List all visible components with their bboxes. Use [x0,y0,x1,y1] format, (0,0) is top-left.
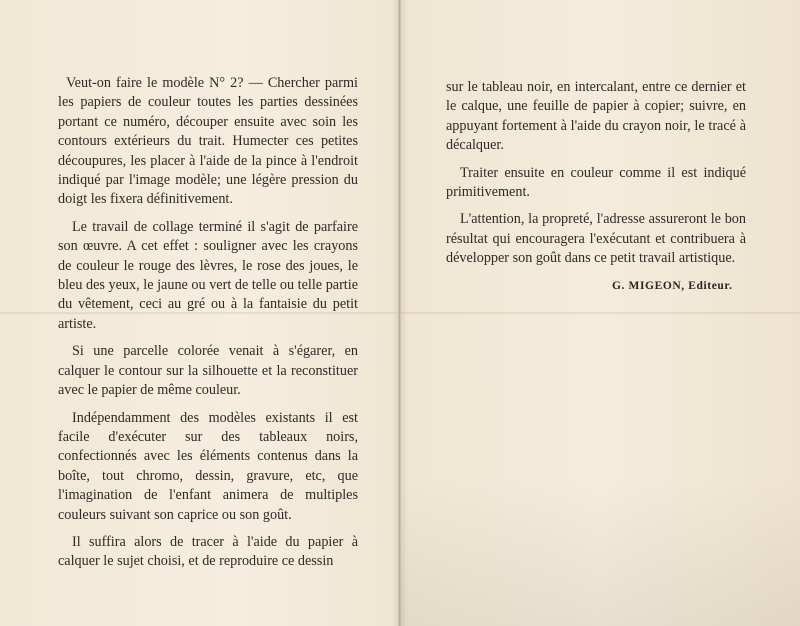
paragraph-conclusion: L'attention, la propreté, l'adresse assureront le bon résultat qui encouragera l'exécutant et contribuera à développer son goût dans ce petit travail artistique. [446,211,746,267]
paragraph-lost-piece: Si une parcelle colorée venait à s'égarer, en calquer le contour sur la silhouette et la reconstituer avec le papier de même couleur. [58,343,358,399]
paper-shadow [400,480,800,626]
paragraph-model-instructions: Veut-on faire le modèle N° 2? — Chercher parmi les papiers de couleur toutes les parties dessinées portant ce numéro, découper ensuite avec soin les contours extérieurs du trait. Humecter ces petites découpures, les placer à l'aide de la pince à l'endroit indiqué par l'image modèle; une légère pression du doigt les fixera définitivement. [58,75,358,208]
publisher-signature: G. MIGEON, Editeur. [612,280,733,292]
paragraph-coloring: Traiter ensuite en couleur comme il est indiqué primitivement. [446,164,746,201]
left-text-column [58,74,358,580]
paragraph-tracing: Il suffira alors de tracer à l'aide du papier à calquer le sujet choisi, et de reproduire ce dessin [58,533,358,570]
right-text-column [446,78,746,277]
paragraph-tracing-continued: sur le tableau noir, en intercalant, entre ce dernier et le calque, une feuille de papier à copier; suivre, en appuyant fortement à l'aide du crayon noir, le tracé à décalquer. [446,79,746,154]
paragraph-collage-finishing: Le travail de collage terminé il s'agit de parfaire son œuvre. A cet effet : souligner avec les crayons de couleur le rouge des lèvres, le rose des joues, le bleu des yeux, le jaune ou vert de telle ou telle partie du vêtement, ceci au gré ou à la fantaisie du petit artiste. [58,218,358,332]
paragraph-new-models: Indépendamment des modèles existants il est facile d'exécuter sur des tableaux noirs, confectionnés avec les éléments contenus dans la boîte, tout chromo, dessin, gravure, etc, que l'imagination de l'enfant animera de multiples couleurs suivant son caprice ou son goût. [58,409,358,523]
